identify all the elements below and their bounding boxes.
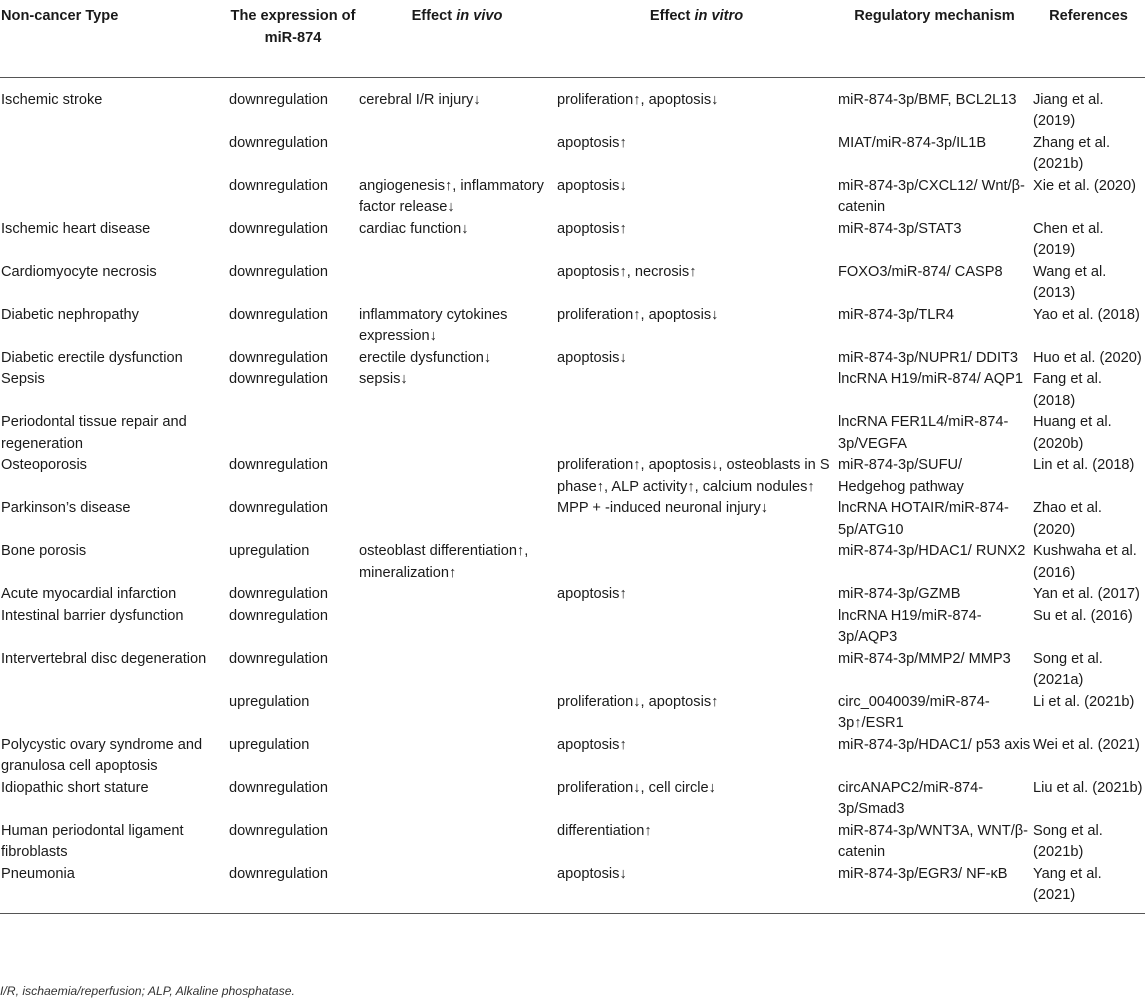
cell-type: Ischemic stroke [1,91,103,108]
cell-reference: Su et al. (2016) [1033,607,1133,624]
table-row [0,348,1145,370]
cell-in-vivo [358,498,556,541]
cell-reference: Jiang et al. (2019) [1033,91,1104,129]
header-in-vivo-prefix: Effect [411,8,457,24]
cell-mechanism: miR-874-3p/WNT3A, WNT/β-catenin [838,822,1029,860]
cell-expression: downregulation [229,306,328,323]
cell-reference: Liu et al. (2021b) [1033,779,1143,796]
cell-in-vivo [358,606,556,649]
cell-expression: downregulation [229,500,328,516]
cell-in-vivo: inflammatory cytokines expression↓ [359,306,508,344]
cell-type: Sepsis [1,371,45,387]
table-row [0,219,1145,262]
table-row [0,821,1145,864]
cell-expression: downregulation [229,457,328,473]
cell-in-vivo [358,412,556,455]
table-row [0,606,1145,649]
cell-reference: Zhao et al. (2020) [1033,500,1102,538]
cell-reference: Yang et al. (2021) [1032,864,1145,914]
cell-type: Parkinson’s disease [1,500,131,516]
cell-expression: downregulation [229,263,328,280]
cell-reference: Yan et al. (2017) [1033,586,1140,602]
cell-in-vivo: sepsis↓ [359,371,408,387]
cell-in-vivo: cerebral I/R injury↓ [359,91,481,108]
table-row [0,864,1145,914]
cell-type: Bone porosis [1,543,87,559]
cell-type [0,176,228,219]
table-row [0,735,1145,778]
cell-in-vivo [358,692,556,735]
cell-expression: upregulation [229,543,310,559]
cell-mechanism: miR-874-3p/EGR3/ NF-κB [837,864,1032,914]
cell-in-vitro: apoptosis↑ [557,586,627,602]
cell-reference: Wang et al. (2013) [1033,263,1107,301]
cell-expression: downregulation [229,349,328,366]
cell-reference: Wei et al. (2021) [1033,736,1140,753]
cell-reference: Li et al. (2021b) [1033,693,1135,710]
header-expression: The expression of miR-874 [228,0,358,77]
cell-type [0,692,228,735]
cell-in-vivo [358,864,556,914]
cell-type: Polycystic ovary syndrome and granulosa cell apoptosis [1,736,203,774]
cell-reference: Fang et al. (2018) [1033,371,1102,409]
table-row [0,778,1145,821]
cell-reference: Song et al. (2021a) [1033,650,1103,688]
cell-expression: downregulation [229,822,328,839]
cell-in-vivo [358,584,556,606]
cell-expression: downregulation [229,134,328,151]
cell-mechanism: miR-874-3p/MMP2/ MMP3 [838,650,1011,667]
cell-type: Acute myocardial infarction [1,586,177,602]
cell-mechanism: lncRNA H19/miR-874/ AQP1 [838,371,1023,387]
cell-mechanism: lncRNA H19/miR-874-3p/AQP3 [838,607,982,645]
table-row [0,412,1145,455]
cell-in-vitro [556,369,837,412]
table-row [0,649,1145,692]
cell-in-vivo: osteoblast differentiation↑, mineralization↑ [359,543,529,581]
cell-in-vitro: proliferation↓, cell circle↓ [557,779,716,796]
cell-mechanism: miR-874-3p/HDAC1/ p53 axis [838,736,1031,753]
cell-expression: downregulation [229,586,328,602]
header-in-vitro-prefix: Effect [649,8,695,24]
cell-type: Cardiomyocyte necrosis [1,263,157,280]
cell-mechanism: miR-874-3p/BMF, BCL2L13 [838,91,1017,108]
header-in-vivo [358,0,556,77]
cell-in-vivo [358,455,556,498]
header-in-vitro-italic: in vitro [694,8,744,24]
cell-expression: upregulation [229,693,310,710]
header-mechanism: Regulatory mechanism [837,0,1032,77]
cell-reference: Chen et al. (2019) [1033,220,1104,258]
cell-in-vitro: apoptosis↓ [557,177,627,194]
header-type: Non-cancer Type [0,0,228,77]
cell-in-vitro [556,412,837,455]
cell-in-vitro: proliferation↓, apoptosis↑ [557,693,719,710]
table-header [0,0,1145,77]
cell-type: Periodontal tissue repair and regeneration [1,414,187,452]
cell-mechanism: lncRNA HOTAIR/miR-874-5p/ATG10 [838,500,1009,538]
cell-reference: Zhang et al. (2021b) [1033,134,1111,172]
cell-type: Human periodontal ligament fibroblasts [1,822,184,860]
cell-reference: Huo et al. (2020) [1033,349,1142,366]
cell-in-vitro [556,606,837,649]
cell-expression: downregulation [229,220,328,237]
cell-mechanism: MIAT/miR-874-3p/IL1B [838,134,987,151]
table-row [0,133,1145,176]
cell-in-vitro: MPP + -induced neuronal injury↓ [557,500,769,516]
cell-in-vitro: proliferation↑, apoptosis↓ [557,306,719,323]
cell-type: Diabetic erectile dysfunction [1,349,183,366]
cell-in-vitro: apoptosis↑ [557,220,627,237]
cell-expression: upregulation [229,736,310,753]
cell-expression: downregulation [229,779,328,796]
cell-expression: downregulation [229,177,328,194]
cell-in-vitro: apoptosis↑ [557,134,627,151]
cell-type: Pneumonia [0,864,228,914]
cell-type: Osteoporosis [1,457,87,473]
header-in-vitro [556,0,837,77]
cell-mechanism: miR-874-3p/STAT3 [838,220,962,237]
cell-mechanism: circ_0040039/miR-874-3p↑/ESR1 [838,693,990,731]
cell-reference: Lin et al. (2018) [1033,457,1135,473]
cell-mechanism: miR-874-3p/SUFU/ Hedgehog pathway [838,457,964,495]
cell-in-vitro: differentiation↑ [557,822,652,839]
cell-expression [228,412,358,455]
cell-in-vivo [358,821,556,864]
cell-mechanism: miR-874-3p/NUPR1/ DDIT3 [838,349,1019,366]
cell-expression: downregulation [229,91,328,108]
cell-mechanism: miR-874-3p/GZMB [838,586,961,602]
cell-in-vivo: angiogenesis↑, inflammatory factor release↓ [359,177,544,215]
cell-in-vivo: erectile dysfunction↓ [359,349,492,366]
cell-in-vitro: apoptosis↓ [556,864,837,914]
cell-expression: downregulation [229,371,328,387]
cell-type: Idiopathic short stature [1,779,149,796]
cell-reference: Xie et al. (2020) [1033,177,1137,194]
cell-reference: Huang et al. (2020b) [1033,414,1112,452]
cell-expression: downregulation [229,607,328,624]
cell-in-vitro [556,541,837,584]
cell-mechanism: FOXO3/miR-874/ CASP8 [838,263,1003,280]
cell-mechanism: miR-874-3p/CXCL12/ Wnt/β-catenin [838,177,1025,215]
cell-in-vivo [358,649,556,692]
header-row [0,0,1145,77]
cell-type [0,133,228,176]
cell-mechanism: lncRNA FER1L4/miR-874-3p/VEGFA [838,414,1009,452]
cell-type: Ischemic heart disease [1,220,151,237]
cell-in-vivo [358,735,556,778]
table-row [0,455,1145,498]
cell-in-vivo: cardiac function↓ [359,220,469,237]
cell-in-vitro: apoptosis↓ [557,349,627,366]
table-row [0,305,1145,348]
cell-in-vivo [358,778,556,821]
cell-in-vitro [556,649,837,692]
cell-expression: downregulation [229,650,328,667]
header-in-vivo-italic: in vivo [456,8,503,24]
table-row [0,541,1145,584]
table-row [0,584,1145,606]
table-row [0,262,1145,305]
cell-mechanism: miR-874-3p/TLR4 [838,306,954,323]
table-row [0,498,1145,541]
cell-in-vivo [358,133,556,176]
cell-in-vitro: proliferation↑, apoptosis↓, osteoblasts in S phase↑, ALP activity↑, calcium nodules↑ [557,457,830,495]
cell-type: Intestinal barrier dysfunction [1,607,184,624]
table-row [0,692,1145,735]
cell-in-vitro: apoptosis↑, necrosis↑ [557,263,697,280]
table-row [0,77,1145,133]
cell-mechanism: miR-874-3p/HDAC1/ RUNX2 [838,543,1026,559]
cell-reference: Kushwaha et al. (2016) [1033,543,1137,581]
header-references: References [1032,0,1145,77]
cell-reference: Yao et al. (2018) [1033,306,1140,323]
cell-in-vivo [358,262,556,305]
cell-in-vitro: apoptosis↑ [557,736,627,753]
cell-type: Diabetic nephropathy [1,306,139,323]
cell-expression: downregulation [228,864,358,914]
table-row [0,176,1145,219]
table-body [0,77,1145,913]
table-footnote: I/R, ischaemia/reperfusion; ALP, Alkaline phosphatase. [0,984,295,998]
cell-type: Intervertebral disc degeneration [1,650,207,667]
table-row [0,369,1145,412]
cell-in-vitro: proliferation↑, apoptosis↓ [557,91,719,108]
cell-mechanism: circANAPC2/miR-874-3p/Smad3 [838,779,984,817]
cell-reference: Song et al. (2021b) [1033,822,1103,860]
